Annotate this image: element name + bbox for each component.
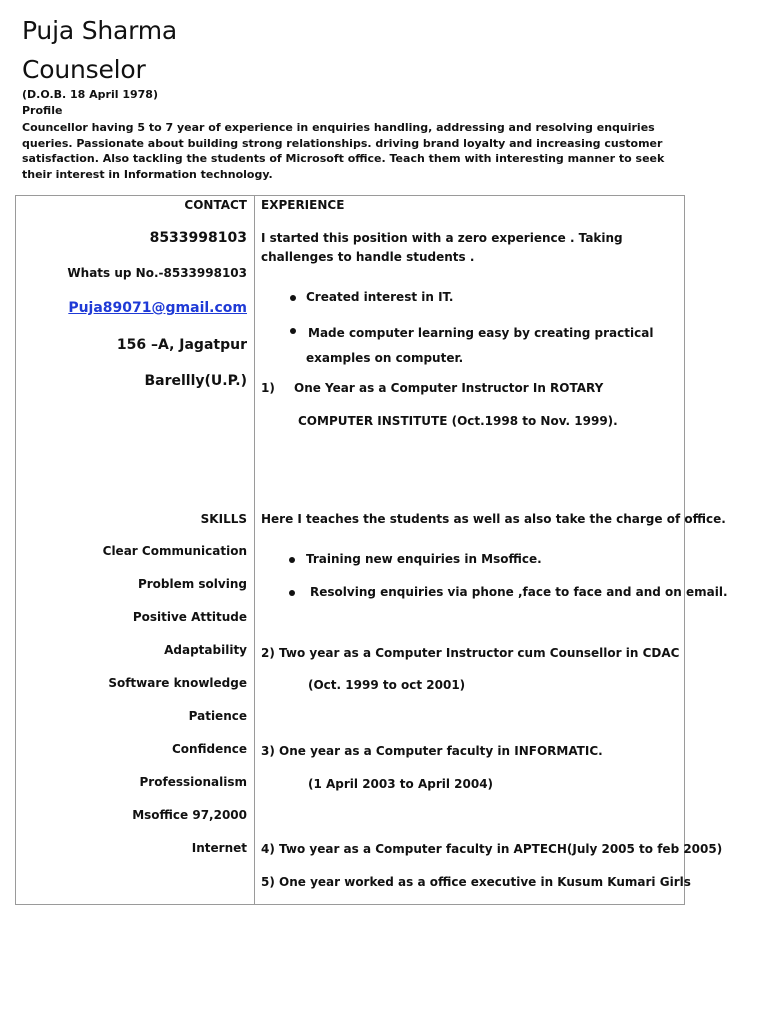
job1-period: COMPUTER INSTITUTE (Oct.1998 to Nov. 1999). xyxy=(298,414,618,428)
skill-item: Professionalism xyxy=(139,775,247,789)
job1-bullet: Training new enquiries in Msoffice. xyxy=(306,552,542,566)
skill-item: Problem solving xyxy=(137,577,247,591)
candidate-name: Puja Sharma xyxy=(22,16,178,45)
profile-summary: Councellor having 5 to 7 year of experience in enquiries handling, addressing and resolving enquiries queries. Passionate about building strong relationships. driving brand loyalty and increasing customer satisfaction. Also tackling the students of Microsoft office. Teach them with interesting manner to seek their interest in Information technology. xyxy=(22,121,665,181)
experience-bullet: Made computer learning easy by creating practical examples on computer. xyxy=(306,326,654,365)
job3-title: 3) One year as a Computer faculty in INFORMATIC. xyxy=(261,744,603,758)
job1-description: Here I teaches the students as well as also take the charge of office. xyxy=(261,512,726,526)
job1-number: 1) xyxy=(261,381,275,395)
bullet-icon xyxy=(290,328,296,334)
skill-item: Confidence xyxy=(171,742,247,756)
skills-heading: SKILLS xyxy=(200,512,247,526)
date-of-birth: (D.O.B. 18 April 1978) xyxy=(22,88,158,101)
experience-bullet: Created interest in IT. xyxy=(306,290,454,304)
skill-item: Patience xyxy=(188,709,247,723)
job1-title: One Year as a Computer Instructor In ROTARY xyxy=(294,381,604,395)
job3-period: (1 April 2003 to April 2004) xyxy=(308,777,494,791)
job4-title: 4) Two year as a Computer faculty in APTECH(July 2005 to feb 2005) xyxy=(261,842,723,856)
job5-title: 5) One year worked as a office executive in Kusum Kumari Girls xyxy=(261,875,691,889)
bullet-icon xyxy=(289,557,295,563)
contact-heading: CONTACT xyxy=(184,198,247,212)
job1-bullet: Resolving enquiries via phone ,face to face and and on email. xyxy=(310,585,728,599)
contact-address-line1: 156 –A, Jagatpur xyxy=(116,337,247,353)
contact-whatsapp: Whats up No.-8533998103 xyxy=(67,266,247,280)
skill-item: Software knowledge xyxy=(108,676,247,690)
job2-title: 2) Two year as a Computer Instructor cum Counsellor in CDAC xyxy=(261,646,680,660)
profile-label: Profile xyxy=(22,104,63,117)
job2-period: (Oct. 1999 to oct 2001) xyxy=(308,678,466,692)
contact-email-link[interactable]: Puja89071@gmail.com xyxy=(68,300,247,316)
skill-item: Internet xyxy=(191,841,247,855)
contact-phone: 8533998103 xyxy=(149,230,247,246)
skill-item: Adaptability xyxy=(164,643,247,657)
skill-item: Msoffice 97,2000 xyxy=(132,808,247,822)
experience-heading: EXPERIENCE xyxy=(261,198,345,212)
skill-item: Clear Communication xyxy=(102,544,247,558)
contact-address-line2: Barellly(U.P.) xyxy=(144,373,247,389)
experience-intro: I started this position with a zero experience . Taking challenges to handle students . xyxy=(261,231,623,264)
bullet-icon xyxy=(290,295,296,301)
bullet-icon xyxy=(289,590,295,596)
skill-item: Positive Attitude xyxy=(132,610,247,624)
column-divider xyxy=(254,195,255,905)
candidate-role: Counselor xyxy=(22,55,146,84)
